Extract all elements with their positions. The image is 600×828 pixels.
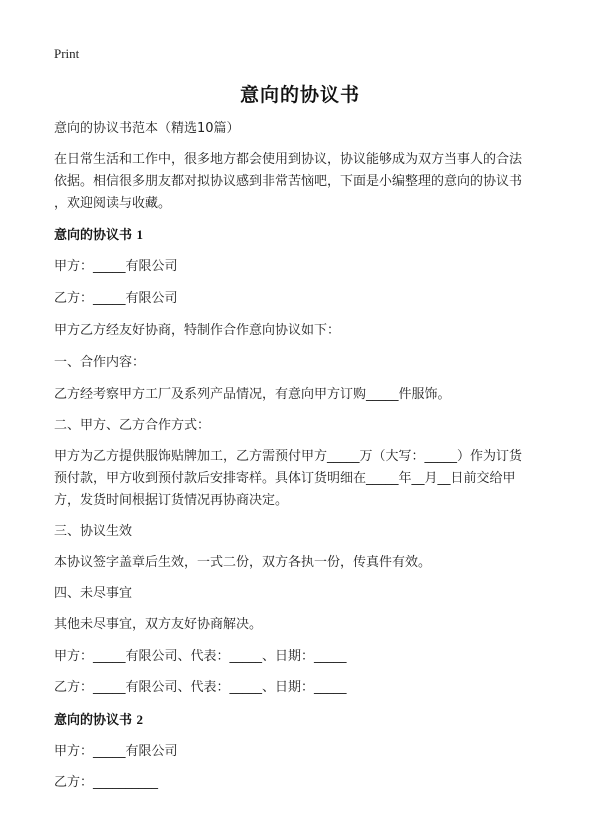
page-title: 意向的协议书: [239, 84, 360, 106]
section-1-party-b: 乙方：_____有限公司: [54, 291, 178, 306]
intro-line-1: 在日常生活和工作中，很多地方都会使用到协议，协议能够成为双方当事人的合法: [54, 152, 523, 167]
clause-3-text: 本协议签字盖章后生效，一式二份，双方各执一份，传真件有效。: [54, 555, 432, 570]
clause-4-title: 四、未尽事宜: [54, 586, 133, 601]
section-2-heading: [54, 709, 143, 732]
intro-line-2: 依据。相信很多朋友都对拟协议感到非常苦恼吧，下面是小编整理的意向的协议书: [54, 174, 523, 189]
clause-2-line-1: 甲方为乙方提供服饰贴牌加工，乙方需预付甲方_____万（大写：_____）作为订货: [54, 449, 523, 464]
section-1-heading-text: 意向的协议书: [54, 228, 133, 243]
clause-1-text: 乙方经考察甲方工厂及系列产品情况，有意向甲方订购_____件服饰。: [54, 387, 451, 402]
section-2-party-a: 甲方：_____有限公司: [54, 744, 178, 759]
section-1-heading-number: 1: [136, 227, 144, 242]
section-2-heading-text: 意向的协议书: [54, 713, 133, 728]
print-link[interactable]: Print: [54, 46, 80, 61]
clause-1-title: 一、合作内容：: [54, 355, 146, 370]
section-2-heading-number: 2: [136, 712, 144, 727]
section-1-party-a: 甲方：_____有限公司: [54, 259, 178, 274]
intro-line-3: ，欢迎阅读与收藏。: [54, 196, 172, 211]
clause-2-line-3: 方，发货时间根据订货情况再协商决定。: [54, 493, 289, 508]
section-1-sign-b: 乙方：_____有限公司、代表：_____、日期：_____: [54, 680, 347, 695]
section-2-party-b: 乙方：__________: [54, 775, 159, 790]
section-1-sign-a: 甲方：_____有限公司、代表：_____、日期：_____: [54, 649, 347, 664]
clause-4-text: 其他未尽事宜，双方友好协商解决。: [54, 617, 263, 632]
document-subtitle: 意向的协议书范本（精选10篇）: [54, 121, 240, 136]
clause-2-title: 二、甲方、乙方合作方式：: [54, 418, 211, 433]
clause-3-title: 三、协议生效: [54, 524, 133, 539]
section-1-heading: [54, 224, 143, 247]
clause-2-line-2: 预付款，甲方收到预付款后安排寄样。具体订货明细在_____年__月__日前交给甲: [54, 471, 516, 486]
section-1-preface: 甲方乙方经友好协商，特制作合作意向协议如下：: [54, 323, 341, 338]
